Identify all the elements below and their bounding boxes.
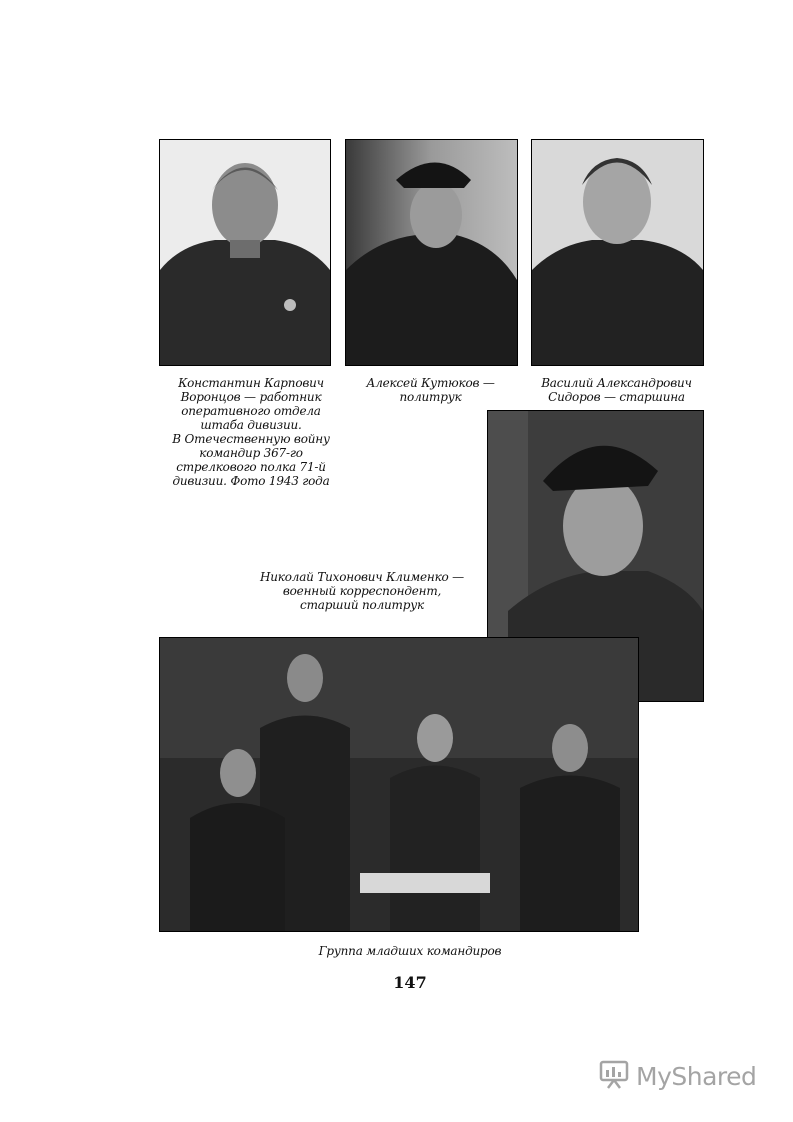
photo-group (159, 637, 639, 932)
photo-sidorov (531, 139, 704, 366)
photo-kutyukov (345, 139, 518, 366)
page-number: 147 (393, 973, 427, 992)
watermark-text: MyShared (636, 1061, 757, 1091)
caption-vorontsov: Константин Карпович Воронцов — работник оперативного отдела штаба дивизии. В Отечественную войну командир 367-го стрелкового полка 71-й дивизии. Фото 1943 года (172, 376, 330, 488)
presentation-board-icon (598, 1058, 630, 1094)
caption-klimenko: Николай Тихонович Клименко — военный корреспондент, старший политрук (260, 570, 464, 612)
watermark (598, 1058, 756, 1094)
photo-vorontsov (159, 139, 331, 366)
caption-sidorov: Василий Александрович Сидоров — старшина (541, 376, 692, 404)
caption-group: Группа младших командиров (318, 944, 502, 958)
caption-kutyukov: Алексей Кутюков — политрук (366, 376, 495, 404)
